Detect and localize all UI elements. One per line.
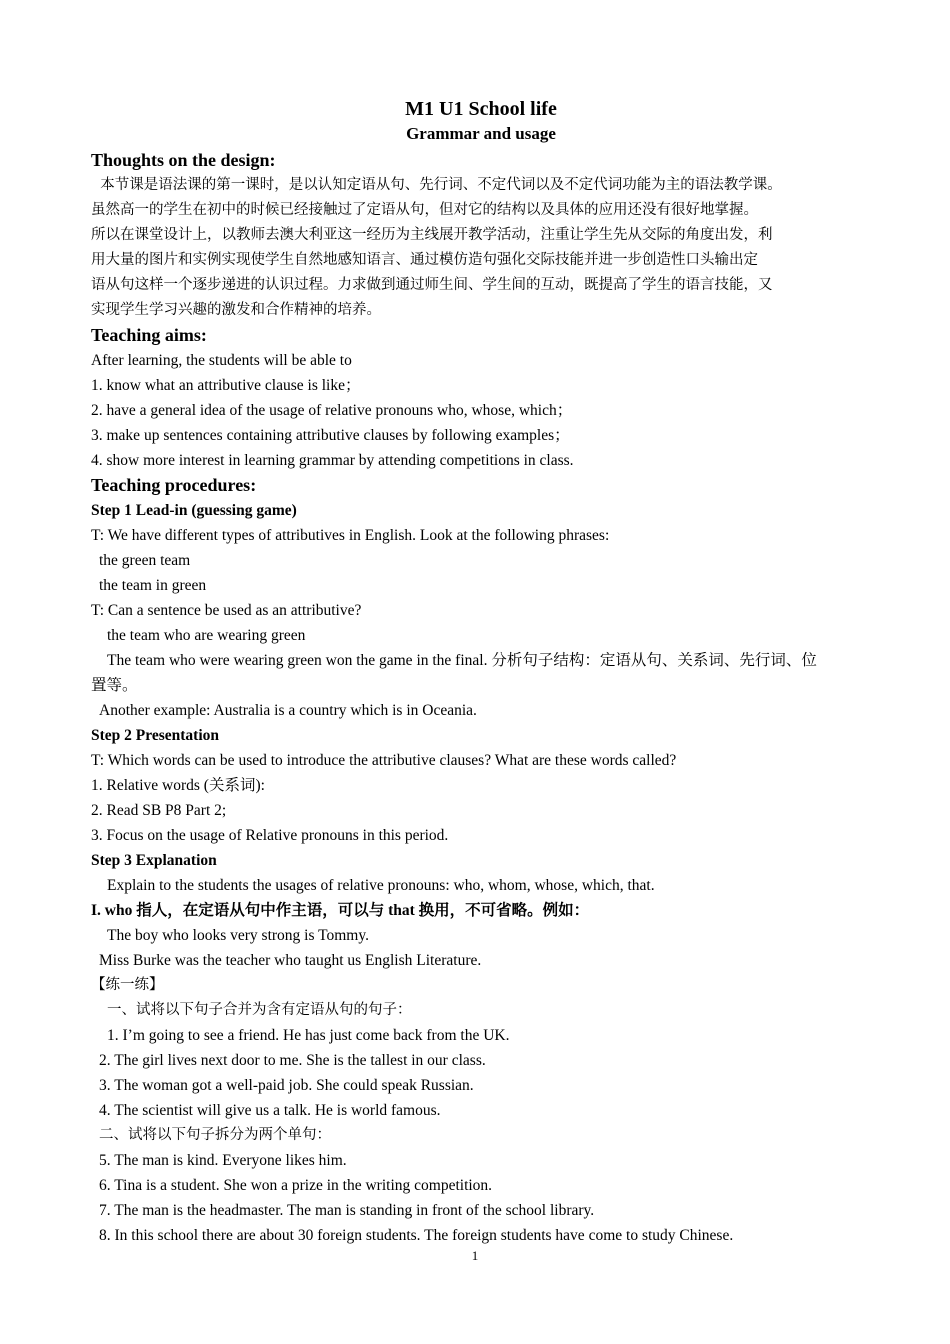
practice-question: 4. The scientist will give us a talk. He is world famous. xyxy=(99,1102,441,1119)
practice-part1: 一、试将以下句子合并为含有定语从句的句子： xyxy=(107,1002,412,1018)
thoughts-line: 实现学生学习兴趣的激发和合作精神的培养。 xyxy=(91,302,381,318)
document-page xyxy=(91,96,871,1248)
practice-question: 6. Tina is a student. She won a prize in the writing competition. xyxy=(99,1177,493,1194)
step2-teacher-line: T: Which words can be used to introduce the attributive clauses? What are these words called? xyxy=(91,752,677,769)
practice-question: 2. The girl lives next door to me. She is the tallest in our class. xyxy=(99,1052,486,1069)
step2-item: 3. Focus on the usage of Relative pronouns in this period. xyxy=(91,827,449,844)
practice-heading: 【练一练】 xyxy=(91,977,164,993)
step1-title: Step 1 Lead-in (guessing game) xyxy=(91,502,297,519)
practice-question: 5. The man is kind. Everyone likes him. xyxy=(99,1152,347,1169)
step3-point-who: I. who 指人，在定语从句中作主语，可以与 that 换用，不可省略。例如： xyxy=(91,902,590,919)
step1-example: The team who were wearing green won the game in the final. 分析句子结构：定语从句、关系词、先行词、位 xyxy=(107,652,817,669)
step1-teacher-line: T: We have different types of attributives in English. Look at the following phrases: xyxy=(91,527,610,544)
thoughts-line: 本节课是语法课的第一课时，是以认知定语从句、先行词、不定代词以及不定代词功能为主的语法教学课。 xyxy=(91,177,782,193)
thoughts-line: 虽然高一的学生在初中的时候已经接触过了定语从句，但对它的结构以及具体的应用还没有很好地掌握。 xyxy=(91,202,758,218)
procedures-heading: Teaching procedures: xyxy=(91,475,257,495)
practice-question: 7. The man is the headmaster. The man is standing in front of the school library. xyxy=(99,1202,595,1219)
step1-example: Another example: Australia is a country which is in Oceania. xyxy=(99,702,477,719)
step3-example: Miss Burke was the teacher who taught us English Literature. xyxy=(99,952,482,969)
page-number: 1 xyxy=(471,1248,479,1263)
thoughts-line: 用大量的图片和实例实现使学生自然地感知语言、通过模仿造句强化交际技能并进一步创造性口头输出定 xyxy=(91,252,758,268)
step3-title: Step 3 Explanation xyxy=(91,852,217,869)
step3-example: The boy who looks very strong is Tommy. xyxy=(107,927,369,944)
practice-question: 3. The woman got a well-paid job. She could speak Russian. xyxy=(99,1077,474,1094)
aims-item: 2. have a general idea of the usage of relative pronouns who, whose, which； xyxy=(91,402,573,419)
aims-item: 1. know what an attributive clause is like； xyxy=(91,377,361,394)
step1-example: the team in green xyxy=(99,577,207,594)
practice-part2: 二、试将以下句子拆分为两个单句： xyxy=(99,1127,331,1143)
step3-explain: Explain to the students the usages of relative pronouns: who, whom, whose, which, that. xyxy=(107,877,655,894)
step2-item: 1. Relative words (关系词): xyxy=(91,777,265,794)
thoughts-line: 语从句这样一个逐步递进的认识过程。力求做到通过师生间、学生间的互动，既提高了学生的语言技能，又 xyxy=(91,277,773,293)
document-title: M1 U1 School life xyxy=(405,98,557,120)
practice-question: 1. I’m going to see a friend. He has just come back from the UK. xyxy=(107,1027,510,1044)
step1-teacher-line: T: Can a sentence be used as an attributive? xyxy=(91,602,362,619)
aims-item: 3. make up sentences containing attributive clauses by following examples； xyxy=(91,427,570,444)
step1-example: the green team xyxy=(99,552,191,569)
step2-title: Step 2 Presentation xyxy=(91,727,220,744)
step2-item: 2. Read SB P8 Part 2; xyxy=(91,802,227,819)
thoughts-heading: Thoughts on the design: xyxy=(91,150,276,170)
step1-example: the team who are wearing green xyxy=(107,627,306,644)
aims-heading: Teaching aims: xyxy=(91,325,207,345)
aims-intro: After learning, the students will be able to xyxy=(91,352,352,369)
aims-item: 4. show more interest in learning grammar by attending competitions in class. xyxy=(91,452,574,469)
thoughts-line: 所以在课堂设计上，以教师去澳大利亚这一经历为主线展开教学活动，注重让学生先从交际的角度出发，利 xyxy=(91,227,773,243)
step1-example-cont: 置等。 xyxy=(91,677,138,694)
practice-question: 8. In this school there are about 30 foreign students. The foreign students have come to study Chinese. xyxy=(99,1227,734,1244)
document-subtitle: Grammar and usage xyxy=(406,124,556,143)
